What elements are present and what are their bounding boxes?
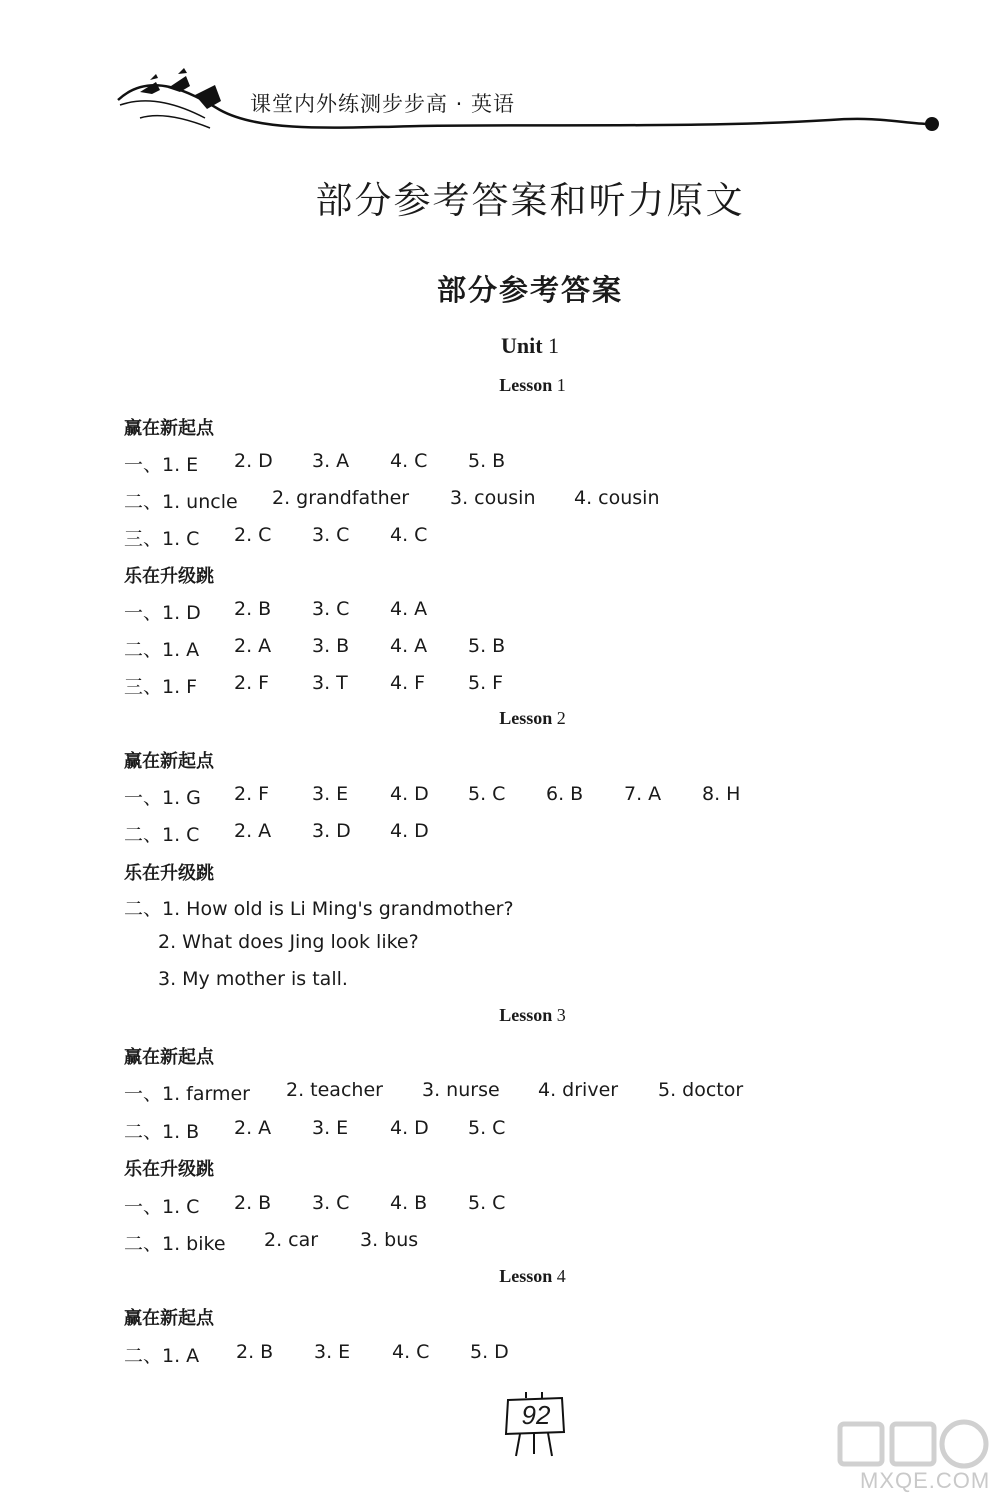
answer-item: 2. F <box>234 783 270 805</box>
answer-item: 4. A <box>390 635 428 657</box>
answer-item: 2. B <box>236 1341 274 1363</box>
answer-item: 2. A <box>234 1117 272 1139</box>
section-heading: 赢在新起点 <box>124 751 214 772</box>
unit-label: Unit <box>500 333 543 358</box>
answer-item: 2. A <box>234 635 272 657</box>
answer-item: 3. D <box>312 820 351 842</box>
answer-item: 3. E <box>314 1341 351 1363</box>
answer-item: 3. E <box>312 783 349 805</box>
lesson-heading <box>0 708 1000 729</box>
section-heading: 赢在新起点 <box>124 1308 214 1329</box>
answer-item: 4. driver <box>538 1079 619 1101</box>
answer-item: 2. C <box>234 524 272 546</box>
lesson-heading <box>0 375 1000 396</box>
answer-item: 3. A <box>312 450 350 472</box>
lesson-number: 2 <box>556 708 566 728</box>
section-heading: 乐在升级跳 <box>124 863 214 884</box>
lesson-number: 3 <box>556 1005 566 1025</box>
answer-item: 5. doctor <box>658 1079 744 1101</box>
answer-item: 一、1. C <box>124 1196 200 1218</box>
answer-item: 5. B <box>468 450 506 472</box>
lesson-label: Lesson <box>499 1005 553 1025</box>
section-heading: 乐在升级跳 <box>124 1159 214 1180</box>
section-heading: 赢在新起点 <box>124 418 214 439</box>
header-decoration-icon <box>0 0 1000 150</box>
lesson-number: 4 <box>556 1266 566 1286</box>
answer-item: 一、1. farmer <box>124 1083 250 1105</box>
lesson-number: 1 <box>556 375 566 395</box>
unit-title <box>0 333 1000 359</box>
answer-item: 二、1. uncle <box>124 491 238 513</box>
watermark-text: MXQE.COM <box>860 1468 991 1493</box>
answer-item: 一、1. D <box>124 602 201 624</box>
answer-item: 5. C <box>468 783 506 805</box>
answer-item: 3. B <box>312 635 350 657</box>
answer-item: 4. C <box>390 524 428 546</box>
answer-item: 二、1. A <box>124 1345 200 1367</box>
main-title: 部分参考答案和听力原文 <box>315 179 745 222</box>
section-heading: 乐在升级跳 <box>124 566 214 587</box>
page-header <box>0 0 1000 150</box>
answer-item: 二、1. bike <box>124 1233 226 1255</box>
section-heading: 赢在新起点 <box>124 1047 214 1068</box>
answer-sentence: 3. My mother is tall. <box>158 968 348 990</box>
answer-item: 三、1. F <box>124 676 198 698</box>
answer-item: 2. car <box>264 1229 319 1251</box>
answer-item: 4. cousin <box>574 487 660 509</box>
answer-item: 8. H <box>702 783 741 805</box>
lesson-label: Lesson <box>499 375 553 395</box>
lesson-heading <box>0 1005 1000 1026</box>
lesson-label: Lesson <box>499 708 553 728</box>
answer-item: 4. F <box>390 672 426 694</box>
answer-item: 3. C <box>312 1192 350 1214</box>
answer-item: 3. bus <box>360 1229 419 1251</box>
answer-item: 3. C <box>312 598 350 620</box>
answer-item: 二、1. A <box>124 639 200 661</box>
answer-item: 5. D <box>470 1341 509 1363</box>
lesson-heading <box>0 1266 1000 1287</box>
answer-item: 3. nurse <box>422 1079 500 1101</box>
answer-item: 4. A <box>390 598 428 620</box>
answer-item: 2. A <box>234 820 272 842</box>
answer-item: 4. D <box>390 1117 429 1139</box>
answer-sentence: 二、1. How old is Li Ming's grandmother? <box>124 898 514 920</box>
answer-item: 6. B <box>546 783 584 805</box>
answer-item: 3. E <box>312 1117 349 1139</box>
book-title: 课堂内外练测步步高 · 英语 <box>250 92 516 116</box>
answer-item: 2. F <box>234 672 270 694</box>
answer-item: 2. B <box>234 598 272 620</box>
answer-item: 3. cousin <box>450 487 536 509</box>
lesson-label: Lesson <box>499 1266 553 1286</box>
answer-item: 一、1. G <box>124 787 201 809</box>
answer-item: 2. D <box>234 450 273 472</box>
answer-sentence: 2. What does Jing look like? <box>158 931 419 953</box>
answer-item: 二、1. B <box>124 1121 200 1143</box>
answer-item: 5. C <box>468 1117 506 1139</box>
answer-item: 一、1. E <box>124 454 199 476</box>
answer-item: 4. C <box>390 450 428 472</box>
answer-item: 2. teacher <box>286 1079 383 1101</box>
answer-item: 5. C <box>468 1192 506 1214</box>
unit-number: 1 <box>548 333 560 358</box>
answer-item: 3. T <box>312 672 348 694</box>
answer-item: 4. B <box>390 1192 428 1214</box>
answer-item: 4. D <box>390 820 429 842</box>
sub-title: 部分参考答案 <box>436 273 623 307</box>
answer-item: 4. C <box>392 1341 430 1363</box>
answer-item: 二、1. C <box>124 824 200 846</box>
answer-item: 2. B <box>234 1192 272 1214</box>
answer-item: 4. D <box>390 783 429 805</box>
answer-item: 5. F <box>468 672 504 694</box>
page-number: 92 <box>521 1400 551 1430</box>
answer-item: 2. grandfather <box>272 487 410 509</box>
answer-item: 5. B <box>468 635 506 657</box>
answer-item: 7. A <box>624 783 662 805</box>
answer-item: 三、1. C <box>124 528 200 550</box>
answer-item: 3. C <box>312 524 350 546</box>
